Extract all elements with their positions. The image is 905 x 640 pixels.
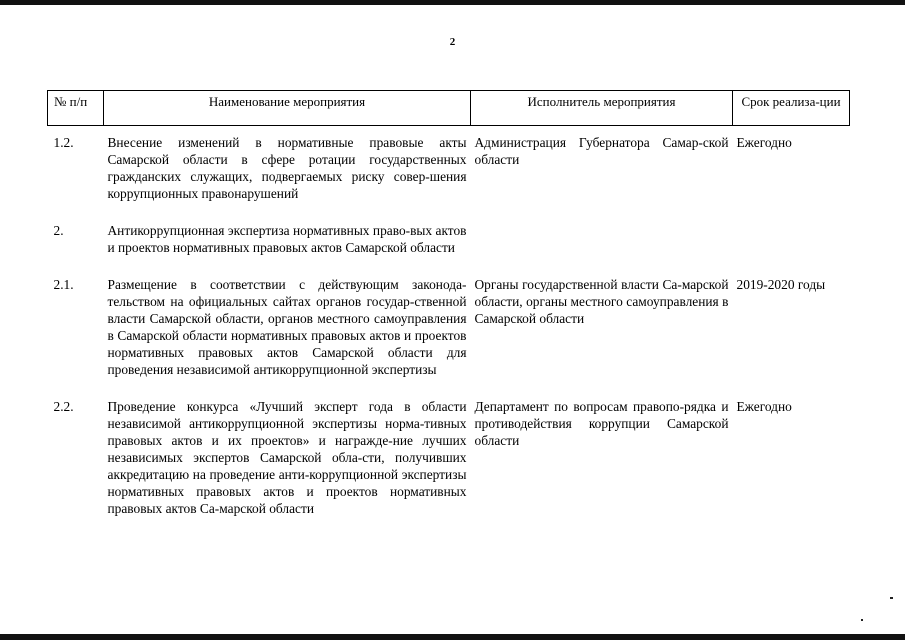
row-executor: Департамент по вопросам правопо-рядка и противодействия коррупции Самарской области bbox=[474, 399, 729, 448]
row-name: Антикоррупционная экспертиза нормативных право-вых актов и проектов нормативных правовых актов Самарской области bbox=[107, 223, 467, 255]
row-deadline bbox=[733, 222, 850, 256]
header-executor: Исполнитель мероприятия bbox=[471, 91, 733, 126]
table-row bbox=[48, 222, 850, 256]
table-row bbox=[48, 126, 850, 203]
header-deadline: Срок реализа-ции bbox=[733, 91, 850, 126]
row-deadline: Ежегодно bbox=[736, 135, 792, 150]
row-executor bbox=[471, 222, 733, 256]
header-name: Наименование мероприятия bbox=[104, 91, 471, 126]
row-executor: Администрация Губернатора Самар-ской области bbox=[474, 135, 729, 167]
table-row bbox=[48, 398, 850, 517]
row-num: 2.2. bbox=[53, 399, 74, 414]
row-num: 2. bbox=[53, 223, 64, 238]
row-name: Размещение в соответствии с действующим законода-тельством на официальных сайтах органов государ-ственной власти Самарской области, органов местного самоуправления в Самарской области нормативных правовых актов и проектов нормативных правовых актов Самарской области для проведения независимой антикоррупционной экспертизы bbox=[107, 277, 467, 377]
row-num: 1.2. bbox=[53, 135, 74, 150]
row-spacer bbox=[48, 378, 850, 398]
table-row bbox=[48, 276, 850, 378]
row-deadline: 2019-2020 годы bbox=[736, 277, 826, 292]
row-spacer bbox=[48, 256, 850, 276]
scan-speck bbox=[890, 597, 893, 599]
row-name: Проведение конкурса «Лучший эксперт года в области независимой антикоррупционной экспертизы норма-тивных правовых актов и их проектов» и награжде-ние лучших независимых экспертов Самарской обла-сти, получивших аккредитацию на проведение анти-коррупционной экспертизы нормативных правовых актов и проектов нормативных правовых актов Са-марской области bbox=[107, 399, 467, 516]
row-deadline: Ежегодно bbox=[736, 399, 792, 414]
row-num: 2.1. bbox=[53, 277, 74, 292]
activities-table bbox=[47, 90, 850, 517]
row-executor: Органы государственной власти Са-марской области, органы местного самоуправления в Самарской области bbox=[474, 277, 729, 326]
header-num: № п/п bbox=[48, 91, 104, 126]
row-name: Внесение изменений в нормативные правовые акты Самарской области в сфере ротации государственных гражданских служащих, подвергаемых риску совер-шения коррупционных правонарушений bbox=[107, 135, 467, 201]
scan-speck bbox=[861, 619, 863, 621]
scan-edge-top bbox=[0, 0, 905, 5]
table-header-row bbox=[48, 91, 850, 126]
row-spacer bbox=[48, 202, 850, 222]
scan-edge-bottom bbox=[0, 634, 905, 640]
page-number: 2 bbox=[449, 36, 456, 48]
